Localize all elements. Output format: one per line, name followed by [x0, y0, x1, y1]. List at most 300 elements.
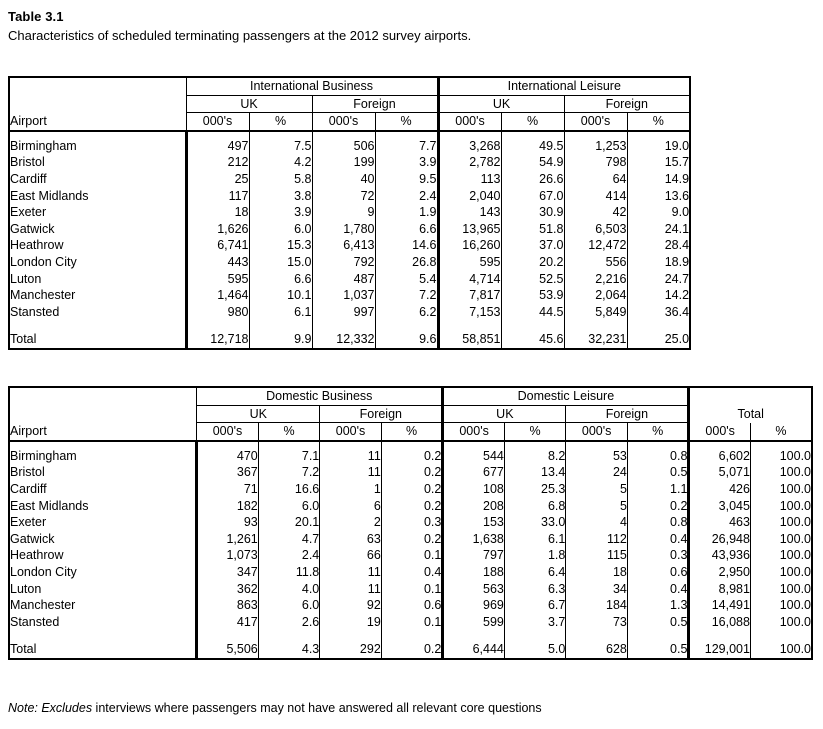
table-description: Characteristics of scheduled terminating passengers at the 2012 survey airports. [8, 28, 472, 43]
total-cell: 25.0 [627, 330, 690, 349]
airport-name-cell: Bristol [10, 155, 45, 170]
airport-name-cell: East Midlands [10, 498, 89, 513]
subgroup-intbus-foreign: Foreign [312, 95, 438, 113]
international-table [8, 76, 691, 350]
data-cell: 595 [438, 254, 501, 271]
data-cell: 100.0 [750, 614, 812, 631]
data-cell: 677 [443, 464, 505, 481]
data-cell: 4.0 [258, 581, 320, 598]
data-cell: 6.6 [375, 221, 438, 238]
data-cell: 9 [312, 204, 375, 221]
data-cell: 5,849 [564, 304, 627, 321]
data-cell: 3,045 [689, 498, 751, 515]
unit-intbus-foreign-thousands: 000's [312, 113, 375, 131]
data-cell: 863 [197, 597, 259, 614]
data-cell: 8,981 [689, 581, 751, 598]
data-cell: 4.2 [249, 154, 312, 171]
table-row [9, 597, 812, 614]
data-cell: 2.4 [258, 547, 320, 564]
data-cell: 72 [312, 188, 375, 205]
data-cell: 20.2 [501, 254, 564, 271]
table-row [9, 564, 812, 581]
total-cell: 292 [320, 640, 382, 659]
data-cell: 2.6 [258, 614, 320, 631]
data-cell: 52.5 [501, 271, 564, 288]
data-cell: 0.8 [627, 514, 689, 531]
data-cell: 0.8 [627, 448, 689, 465]
data-cell: 12,472 [564, 237, 627, 254]
data-cell: 6.0 [258, 597, 320, 614]
data-cell: 6.0 [249, 221, 312, 238]
data-cell: 199 [312, 154, 375, 171]
data-cell: 18 [186, 204, 249, 221]
data-cell: 1,073 [197, 547, 259, 564]
data-cell: 563 [443, 581, 505, 598]
data-cell: 0.1 [381, 581, 443, 598]
airport-name-cell: Exeter [10, 515, 47, 530]
table-row [9, 188, 690, 205]
table-row [9, 254, 690, 271]
group-header-domestic-business: Domestic Business [197, 387, 443, 405]
unit-dombus-uk-percent: % [258, 423, 320, 441]
data-cell: 443 [186, 254, 249, 271]
total-cell: 45.6 [501, 330, 564, 349]
airport-column-header: Airport [9, 113, 186, 131]
unit-dombus-uk-thousands: 000's [197, 423, 259, 441]
data-cell: 100.0 [750, 531, 812, 548]
data-cell: 0.4 [627, 581, 689, 598]
data-cell: 969 [443, 597, 505, 614]
data-cell: 0.6 [627, 564, 689, 581]
table-row [9, 237, 690, 254]
airport-name-cell: Gatwick [10, 531, 55, 546]
data-cell: 100.0 [750, 564, 812, 581]
data-cell: 6,741 [186, 237, 249, 254]
data-cell: 0.2 [381, 531, 443, 548]
subgroup-domlei-foreign: Foreign [566, 405, 689, 423]
data-cell: 595 [186, 271, 249, 288]
domestic-table-head [9, 387, 812, 441]
total-cell: 58,851 [438, 330, 501, 349]
data-cell: 414 [564, 188, 627, 205]
airport-name-cell: Luton [10, 271, 42, 286]
total-label-cell: Total [10, 332, 37, 347]
data-cell: 117 [186, 188, 249, 205]
data-cell: 51.8 [501, 221, 564, 238]
data-cell: 15.0 [249, 254, 312, 271]
data-cell: 3.9 [249, 204, 312, 221]
data-cell: 7.7 [375, 138, 438, 155]
data-cell: 16,260 [438, 237, 501, 254]
data-cell: 2,782 [438, 154, 501, 171]
table-row [9, 481, 812, 498]
data-cell: 417 [197, 614, 259, 631]
data-cell: 18.9 [627, 254, 690, 271]
data-cell: 64 [564, 171, 627, 188]
airport-name-cell: Stansted [10, 304, 60, 319]
airport-name-cell: East Midlands [10, 188, 89, 203]
table-row [9, 271, 690, 288]
total-cell: 12,718 [186, 330, 249, 349]
total-row [9, 330, 690, 349]
data-cell: 5,071 [689, 464, 751, 481]
note-body: interviews where passengers may not have answered all relevant core questions [92, 701, 542, 715]
data-cell: 143 [438, 204, 501, 221]
unit-domlei-uk-percent: % [504, 423, 566, 441]
data-cell: 14,491 [689, 597, 751, 614]
data-cell: 100.0 [750, 597, 812, 614]
table-caption [8, 8, 808, 45]
data-cell: 40 [312, 171, 375, 188]
airport-name-cell: Manchester [10, 288, 76, 303]
data-cell: 20.1 [258, 514, 320, 531]
total-cell: 12,332 [312, 330, 375, 349]
data-cell: 2,216 [564, 271, 627, 288]
subgroup-domlei-uk: UK [443, 405, 566, 423]
international-table-body [9, 131, 690, 350]
table-row [9, 464, 812, 481]
data-cell: 1,626 [186, 221, 249, 238]
unit-intlei-foreign-thousands: 000's [564, 113, 627, 131]
group-header-international-leisure: International Leisure [438, 77, 690, 95]
subgroup-dombus-uk: UK [197, 405, 320, 423]
data-cell: 100.0 [750, 581, 812, 598]
table-note [8, 700, 542, 717]
airport-name-cell: Cardiff [10, 481, 47, 496]
data-cell: 997 [312, 304, 375, 321]
data-cell: 6,413 [312, 237, 375, 254]
data-cell: 11 [320, 448, 382, 465]
data-cell: 6.1 [504, 531, 566, 548]
data-cell: 1,261 [197, 531, 259, 548]
data-cell: 6.6 [249, 271, 312, 288]
data-cell: 1,464 [186, 287, 249, 304]
data-cell: 11 [320, 464, 382, 481]
data-cell: 34 [566, 581, 628, 598]
data-cell: 0.2 [627, 498, 689, 515]
data-cell: 18 [566, 564, 628, 581]
data-cell: 0.1 [381, 547, 443, 564]
total-cell: 9.9 [249, 330, 312, 349]
domestic-table-body [9, 441, 812, 660]
data-cell: 2,064 [564, 287, 627, 304]
data-cell: 53.9 [501, 287, 564, 304]
table-row [9, 138, 690, 155]
total-cell: 5.0 [504, 640, 566, 659]
table-row [9, 498, 812, 515]
data-cell: 470 [197, 448, 259, 465]
data-cell: 24 [566, 464, 628, 481]
data-cell: 7.5 [249, 138, 312, 155]
data-cell: 25 [186, 171, 249, 188]
data-cell: 73 [566, 614, 628, 631]
data-cell: 6.1 [249, 304, 312, 321]
total-cell: 9.6 [375, 330, 438, 349]
airport-header-spacer [9, 77, 186, 113]
data-cell: 5 [566, 498, 628, 515]
data-cell: 1,037 [312, 287, 375, 304]
unit-total-thousands: 000's [689, 423, 751, 441]
header-row-units [9, 113, 690, 131]
table-row [9, 448, 812, 465]
airport-name-cell: London City [10, 254, 77, 269]
data-cell: 1.9 [375, 204, 438, 221]
data-cell: 13.6 [627, 188, 690, 205]
airport-name-cell: Manchester [10, 598, 76, 613]
data-cell: 53 [566, 448, 628, 465]
data-cell: 26.6 [501, 171, 564, 188]
data-cell: 0.2 [381, 464, 443, 481]
spacer-row [9, 441, 812, 448]
data-cell: 2 [320, 514, 382, 531]
data-cell: 3.9 [375, 154, 438, 171]
data-cell: 16,088 [689, 614, 751, 631]
international-table-head [9, 77, 690, 131]
data-cell: 26.8 [375, 254, 438, 271]
unit-domlei-foreign-thousands: 000's [566, 423, 628, 441]
data-cell: 347 [197, 564, 259, 581]
data-cell: 9.5 [375, 171, 438, 188]
unit-dombus-foreign-percent: % [381, 423, 443, 441]
data-cell: 6.4 [504, 564, 566, 581]
data-cell: 13.4 [504, 464, 566, 481]
data-cell: 24.1 [627, 221, 690, 238]
data-cell: 6.8 [504, 498, 566, 515]
data-cell: 3.8 [249, 188, 312, 205]
total-cell: 628 [566, 640, 628, 659]
subgroup-intlei-uk: UK [438, 95, 564, 113]
data-cell: 108 [443, 481, 505, 498]
airport-name-cell: Heathrow [10, 238, 64, 253]
group-header-domestic-leisure: Domestic Leisure [443, 387, 689, 405]
total-cell: 0.2 [381, 640, 443, 659]
table-row [9, 614, 812, 631]
subgroup-dombus-foreign: Foreign [320, 405, 443, 423]
data-cell: 0.2 [381, 448, 443, 465]
domestic-table [8, 386, 813, 660]
total-label-cell: Total [10, 642, 37, 657]
data-cell: 15.3 [249, 237, 312, 254]
group-header-international-business: International Business [186, 77, 438, 95]
data-cell: 8.2 [504, 448, 566, 465]
subgroup-intlei-foreign: Foreign [564, 95, 690, 113]
data-cell: 426 [689, 481, 751, 498]
group-header-total: Total [689, 387, 812, 423]
data-cell: 0.4 [381, 564, 443, 581]
data-cell: 6,503 [564, 221, 627, 238]
data-cell: 0.1 [381, 614, 443, 631]
table-number: Table 3.1 [8, 9, 64, 24]
data-cell: 11 [320, 581, 382, 598]
data-cell: 30.9 [501, 204, 564, 221]
data-cell: 37.0 [501, 237, 564, 254]
airport-name-cell: Birmingham [10, 138, 77, 153]
unit-intlei-uk-thousands: 000's [438, 113, 501, 131]
unit-intlei-uk-percent: % [501, 113, 564, 131]
data-cell: 5 [566, 481, 628, 498]
spacer-row [9, 630, 812, 640]
data-cell: 188 [443, 564, 505, 581]
data-cell: 49.5 [501, 138, 564, 155]
data-cell: 367 [197, 464, 259, 481]
data-cell: 10.1 [249, 287, 312, 304]
data-cell: 7.2 [258, 464, 320, 481]
data-cell: 1.3 [627, 597, 689, 614]
airport-name-cell: Stansted [10, 614, 60, 629]
data-cell: 208 [443, 498, 505, 515]
international-table-wrapper [8, 76, 689, 350]
airport-name-cell: Luton [10, 581, 42, 596]
data-cell: 14.2 [627, 287, 690, 304]
data-cell: 506 [312, 138, 375, 155]
data-cell: 54.9 [501, 154, 564, 171]
unit-intlei-foreign-percent: % [627, 113, 690, 131]
total-cell: 5,506 [197, 640, 259, 659]
data-cell: 487 [312, 271, 375, 288]
data-cell: 67.0 [501, 188, 564, 205]
data-cell: 25.3 [504, 481, 566, 498]
data-cell: 66 [320, 547, 382, 564]
data-cell: 100.0 [750, 481, 812, 498]
data-cell: 100.0 [750, 464, 812, 481]
data-cell: 6.2 [375, 304, 438, 321]
data-cell: 100.0 [750, 514, 812, 531]
data-cell: 6.0 [258, 498, 320, 515]
data-cell: 556 [564, 254, 627, 271]
airport-header-spacer [9, 387, 197, 423]
data-cell: 19.0 [627, 138, 690, 155]
data-cell: 182 [197, 498, 259, 515]
data-cell: 1,780 [312, 221, 375, 238]
data-cell: 0.3 [627, 547, 689, 564]
data-cell: 0.4 [627, 531, 689, 548]
data-cell: 362 [197, 581, 259, 598]
data-cell: 113 [438, 171, 501, 188]
data-cell: 16.6 [258, 481, 320, 498]
table-row [9, 154, 690, 171]
data-cell: 6 [320, 498, 382, 515]
data-cell: 3,268 [438, 138, 501, 155]
data-cell: 0.6 [381, 597, 443, 614]
table-row [9, 171, 690, 188]
data-cell: 7,817 [438, 287, 501, 304]
subgroup-intbus-uk: UK [186, 95, 312, 113]
data-cell: 212 [186, 154, 249, 171]
data-cell: 100.0 [750, 448, 812, 465]
table-row [9, 547, 812, 564]
data-cell: 0.2 [381, 481, 443, 498]
data-cell: 7.1 [258, 448, 320, 465]
data-cell: 4,714 [438, 271, 501, 288]
airport-name-cell: Birmingham [10, 448, 77, 463]
table-row [9, 204, 690, 221]
data-cell: 5.8 [249, 171, 312, 188]
data-cell: 7.2 [375, 287, 438, 304]
data-cell: 0.2 [381, 498, 443, 515]
data-cell: 4 [566, 514, 628, 531]
data-cell: 5.4 [375, 271, 438, 288]
data-cell: 1 [320, 481, 382, 498]
data-cell: 792 [312, 254, 375, 271]
data-cell: 1.1 [627, 481, 689, 498]
data-cell: 14.6 [375, 237, 438, 254]
data-cell: 798 [564, 154, 627, 171]
data-cell: 4.7 [258, 531, 320, 548]
airport-name-cell: London City [10, 564, 77, 579]
data-cell: 19 [320, 614, 382, 631]
table-row [9, 304, 690, 321]
table-row [9, 514, 812, 531]
airport-column-header: Airport [9, 423, 197, 441]
data-cell: 6.7 [504, 597, 566, 614]
total-row [9, 640, 812, 659]
unit-intbus-uk-thousands: 000's [186, 113, 249, 131]
total-cell: 129,001 [689, 640, 751, 659]
data-cell: 463 [689, 514, 751, 531]
data-cell: 11.8 [258, 564, 320, 581]
table-row [9, 221, 690, 238]
total-cell: 4.3 [258, 640, 320, 659]
data-cell: 44.5 [501, 304, 564, 321]
total-cell: 32,231 [564, 330, 627, 349]
header-row-groups [9, 77, 690, 95]
unit-intbus-uk-percent: % [249, 113, 312, 131]
table-row [9, 531, 812, 548]
data-cell: 153 [443, 514, 505, 531]
note-italic-lead: Note: Excludes [8, 701, 93, 715]
data-cell: 112 [566, 531, 628, 548]
data-cell: 497 [186, 138, 249, 155]
data-cell: 63 [320, 531, 382, 548]
data-cell: 100.0 [750, 498, 812, 515]
unit-intbus-foreign-percent: % [375, 113, 438, 131]
data-cell: 1.8 [504, 547, 566, 564]
header-row-units [9, 423, 812, 441]
data-cell: 980 [186, 304, 249, 321]
data-cell: 6,602 [689, 448, 751, 465]
data-cell: 2.4 [375, 188, 438, 205]
data-cell: 7,153 [438, 304, 501, 321]
data-cell: 28.4 [627, 237, 690, 254]
data-cell: 2,040 [438, 188, 501, 205]
spacer-row [9, 320, 690, 330]
data-cell: 33.0 [504, 514, 566, 531]
data-cell: 797 [443, 547, 505, 564]
spacer-row [9, 131, 690, 138]
airport-name-cell: Gatwick [10, 221, 55, 236]
data-cell: 0.5 [627, 464, 689, 481]
unit-dombus-foreign-thousands: 000's [320, 423, 382, 441]
header-row-groups [9, 387, 812, 405]
data-cell: 15.7 [627, 154, 690, 171]
airport-name-cell: Heathrow [10, 548, 64, 563]
data-cell: 100.0 [750, 547, 812, 564]
data-cell: 0.3 [381, 514, 443, 531]
unit-total-percent: % [750, 423, 812, 441]
data-cell: 9.0 [627, 204, 690, 221]
data-cell: 43,936 [689, 547, 751, 564]
total-cell: 6,444 [443, 640, 505, 659]
airport-name-cell: Bristol [10, 465, 45, 480]
data-cell: 93 [197, 514, 259, 531]
total-cell: 0.5 [627, 640, 689, 659]
domestic-table-wrapper [8, 386, 813, 660]
data-cell: 1,253 [564, 138, 627, 155]
data-cell: 1,638 [443, 531, 505, 548]
airport-name-cell: Exeter [10, 205, 47, 220]
data-cell: 544 [443, 448, 505, 465]
data-cell: 13,965 [438, 221, 501, 238]
